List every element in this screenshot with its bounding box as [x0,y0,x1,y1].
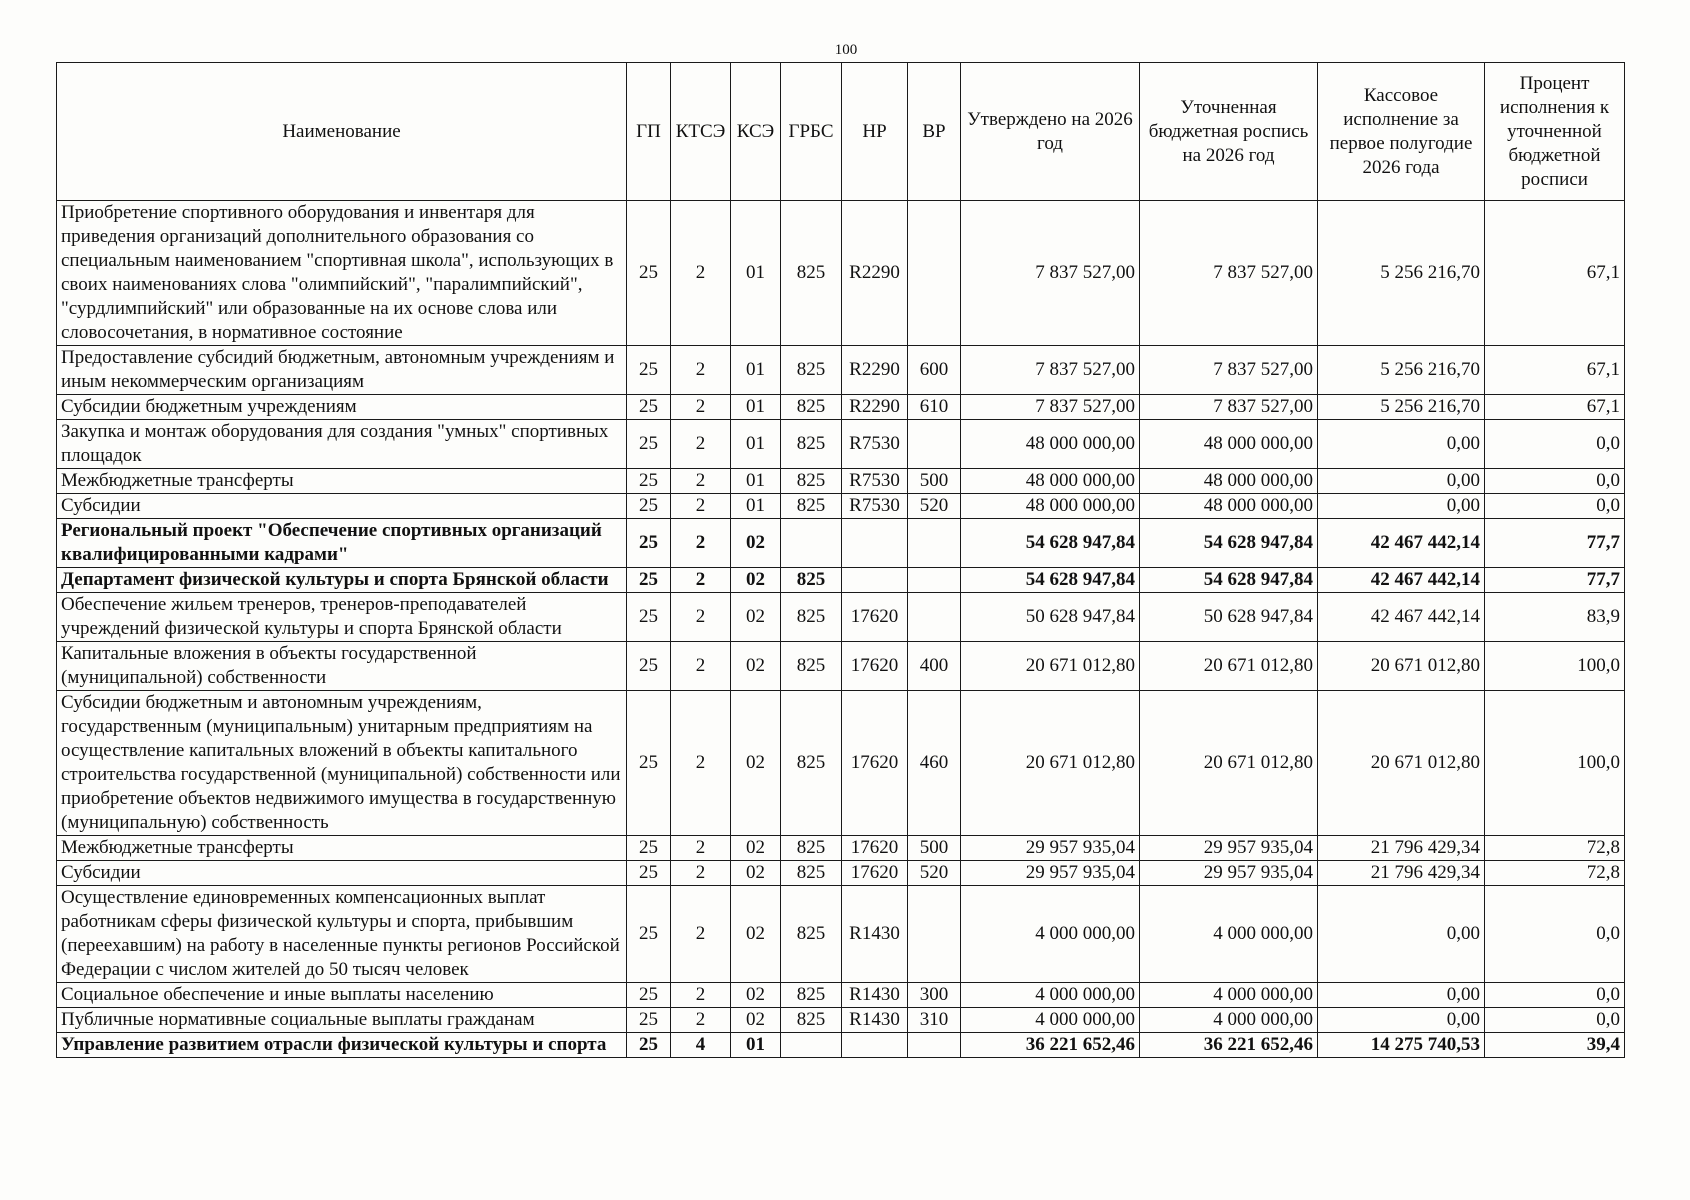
row-vr-cell: 500 [908,836,961,861]
row-refined-cell: 54 628 947,84 [1140,519,1318,568]
row-grbs-cell: 825 [781,593,842,642]
row-np-cell [842,568,908,593]
row-percent-cell: 100,0 [1485,642,1625,691]
row-kse-cell: 02 [731,691,781,836]
row-ktse-cell: 2 [671,983,731,1008]
row-cash-cell: 0,00 [1318,420,1485,469]
row-percent-cell: 83,9 [1485,593,1625,642]
row-approved-cell: 4 000 000,00 [961,1008,1140,1033]
row-ktse-cell: 2 [671,420,731,469]
row-refined-cell: 48 000 000,00 [1140,469,1318,494]
row-np-cell: R7530 [842,420,908,469]
row-grbs-cell: 825 [781,1008,842,1033]
row-cash-cell: 5 256 216,70 [1318,346,1485,395]
row-ktse-cell: 2 [671,469,731,494]
row-vr-cell: 520 [908,861,961,886]
row-cash-cell: 0,00 [1318,886,1485,983]
row-np-cell: R1430 [842,886,908,983]
row-vr-cell [908,886,961,983]
row-np-cell: 17620 [842,642,908,691]
row-cash-cell: 5 256 216,70 [1318,395,1485,420]
row-grbs-cell: 825 [781,886,842,983]
row-np-cell [842,519,908,568]
header-approved: Утверждено на 2026 год [961,63,1140,201]
table-row [57,593,1625,642]
row-ktse-cell: 2 [671,642,731,691]
table-row [57,886,1625,983]
row-grbs-cell [781,1033,842,1058]
row-name-cell: Межбюджетные трансферты [57,836,627,861]
table-row [57,983,1625,1008]
table-row [57,469,1625,494]
row-name-cell: Департамент физической культуры и спорта Брянской области [57,568,627,593]
row-name-cell: Субсидии [57,861,627,886]
row-name-cell: Социальное обеспечение и иные выплаты населению [57,983,627,1008]
row-vr-cell: 460 [908,691,961,836]
row-name-cell: Субсидии [57,494,627,519]
row-ktse-cell: 2 [671,836,731,861]
row-percent-cell: 67,1 [1485,395,1625,420]
row-vr-cell [908,420,961,469]
header-refined: Уточненная бюджетная роспись на 2026 год [1140,63,1318,201]
row-name-cell: Управление развитием отрасли физической культуры и спорта [57,1033,627,1058]
header-percent: Процент исполнения к уточненной бюджетной росписи [1485,63,1625,201]
row-kse-cell: 02 [731,983,781,1008]
row-name-cell: Закупка и монтаж оборудования для создания "умных" спортивных площадок [57,420,627,469]
row-grbs-cell: 825 [781,469,842,494]
row-gp-cell: 25 [627,346,671,395]
row-refined-cell: 7 837 527,00 [1140,346,1318,395]
row-ktse-cell: 2 [671,346,731,395]
row-grbs-cell: 825 [781,395,842,420]
row-vr-cell [908,201,961,346]
row-refined-cell: 4 000 000,00 [1140,886,1318,983]
row-gp-cell: 25 [627,1033,671,1058]
row-kse-cell: 02 [731,642,781,691]
row-vr-cell: 600 [908,346,961,395]
row-approved-cell: 4 000 000,00 [961,983,1140,1008]
row-ktse-cell: 2 [671,494,731,519]
row-refined-cell: 29 957 935,04 [1140,861,1318,886]
row-vr-cell [908,1033,961,1058]
table-row [57,836,1625,861]
row-vr-cell: 400 [908,642,961,691]
row-kse-cell: 01 [731,395,781,420]
row-vr-cell [908,568,961,593]
row-percent-cell: 0,0 [1485,1008,1625,1033]
header-kse: КСЭ [731,63,781,201]
row-np-cell: 17620 [842,861,908,886]
row-name-cell: Публичные нормативные социальные выплаты гражданам [57,1008,627,1033]
row-vr-cell: 310 [908,1008,961,1033]
row-refined-cell: 4 000 000,00 [1140,1008,1318,1033]
row-approved-cell: 20 671 012,80 [961,642,1140,691]
row-ktse-cell: 2 [671,861,731,886]
row-approved-cell: 54 628 947,84 [961,568,1140,593]
row-percent-cell: 100,0 [1485,691,1625,836]
row-kse-cell: 02 [731,519,781,568]
row-approved-cell: 7 837 527,00 [961,395,1140,420]
row-cash-cell: 42 467 442,14 [1318,593,1485,642]
row-name-cell: Приобретение спортивного оборудования и инвентаря для приведения организаций дополнительного образования со специальным наименованием "спортивная школа", использующих в своих наименованиях слова "олимпийский", "паралимпийский", "сурдлимпийский" или образованные на их основе слова или словосочетания, в нормативное состояние [57,201,627,346]
row-kse-cell: 01 [731,1033,781,1058]
header-cash: Кассовое исполнение за первое полугодие 2026 года [1318,63,1485,201]
row-name-cell: Региональный проект "Обеспечение спортивных организаций квалифицированными кадрами" [57,519,627,568]
row-percent-cell: 0,0 [1485,983,1625,1008]
header-row [57,63,1625,201]
row-cash-cell: 0,00 [1318,469,1485,494]
row-np-cell: R2290 [842,395,908,420]
row-cash-cell: 0,00 [1318,1008,1485,1033]
row-refined-cell: 36 221 652,46 [1140,1033,1318,1058]
row-cash-cell: 5 256 216,70 [1318,201,1485,346]
row-gp-cell: 25 [627,469,671,494]
table-row [57,1033,1625,1058]
row-vr-cell: 300 [908,983,961,1008]
row-vr-cell: 610 [908,395,961,420]
row-vr-cell [908,519,961,568]
row-np-cell: R7530 [842,469,908,494]
header-ktse: КТСЭ [671,63,731,201]
row-percent-cell: 0,0 [1485,469,1625,494]
row-name-cell: Субсидии бюджетным и автономным учреждениям, государственным (муниципальным) унитарным предприятиям на осуществление капитальных вложений в объекты капитального строительства государственной (муниципальной) собственности или приобретение объектов недвижимого имущества в государственную (муниципальную) собственность [57,691,627,836]
row-gp-cell: 25 [627,691,671,836]
row-approved-cell: 29 957 935,04 [961,861,1140,886]
header-gp: ГП [627,63,671,201]
row-vr-cell [908,593,961,642]
row-np-cell: 17620 [842,836,908,861]
header-name: Наименование [57,63,627,201]
row-np-cell: R1430 [842,1008,908,1033]
row-kse-cell: 02 [731,1008,781,1033]
row-approved-cell: 7 837 527,00 [961,201,1140,346]
row-percent-cell: 77,7 [1485,519,1625,568]
row-kse-cell: 02 [731,886,781,983]
row-ktse-cell: 2 [671,395,731,420]
row-percent-cell: 0,0 [1485,494,1625,519]
table-row [57,494,1625,519]
row-np-cell: R2290 [842,201,908,346]
row-kse-cell: 02 [731,861,781,886]
row-gp-cell: 25 [627,1008,671,1033]
row-ktse-cell: 2 [671,593,731,642]
row-grbs-cell: 825 [781,568,842,593]
row-kse-cell: 02 [731,836,781,861]
row-cash-cell: 42 467 442,14 [1318,519,1485,568]
row-approved-cell: 50 628 947,84 [961,593,1140,642]
row-approved-cell: 54 628 947,84 [961,519,1140,568]
row-np-cell: R2290 [842,346,908,395]
row-grbs-cell: 825 [781,494,842,519]
row-ktse-cell: 2 [671,1008,731,1033]
header-grbs: ГРБС [781,63,842,201]
row-grbs-cell: 825 [781,983,842,1008]
row-name-cell: Капитальные вложения в объекты государственной (муниципальной) собственности [57,642,627,691]
row-vr-cell: 500 [908,469,961,494]
page-number: 100 [834,42,858,58]
row-gp-cell: 25 [627,395,671,420]
table-row [57,420,1625,469]
row-cash-cell: 0,00 [1318,983,1485,1008]
row-ktse-cell: 2 [671,201,731,346]
row-gp-cell: 25 [627,494,671,519]
row-gp-cell: 25 [627,886,671,983]
row-approved-cell: 4 000 000,00 [961,886,1140,983]
row-kse-cell: 02 [731,593,781,642]
row-name-cell: Межбюджетные трансферты [57,469,627,494]
table-row [57,642,1625,691]
row-percent-cell: 67,1 [1485,201,1625,346]
row-name-cell: Осуществление единовременных компенсационных выплат работникам сферы физической культуры и спорта, прибывшим (переехавшим) на работу в населенные пункты регионов Российской Федерации с числом жителей до 50 тысяч человек [57,886,627,983]
row-refined-cell: 20 671 012,80 [1140,642,1318,691]
table-row [57,568,1625,593]
row-grbs-cell: 825 [781,201,842,346]
row-gp-cell: 25 [627,519,671,568]
row-kse-cell: 01 [731,494,781,519]
row-np-cell: R7530 [842,494,908,519]
row-gp-cell: 25 [627,861,671,886]
row-approved-cell: 48 000 000,00 [961,494,1140,519]
row-cash-cell: 42 467 442,14 [1318,568,1485,593]
row-name-cell: Обеспечение жильем тренеров, тренеров-преподавателей учреждений физической культуры и спорта Брянской области [57,593,627,642]
row-ktse-cell: 2 [671,691,731,836]
header-np: НР [842,63,908,201]
row-gp-cell: 25 [627,420,671,469]
row-refined-cell: 54 628 947,84 [1140,568,1318,593]
table-row [57,201,1625,346]
row-refined-cell: 48 000 000,00 [1140,494,1318,519]
row-kse-cell: 01 [731,469,781,494]
row-kse-cell: 01 [731,346,781,395]
row-gp-cell: 25 [627,568,671,593]
row-cash-cell: 20 671 012,80 [1318,642,1485,691]
row-cash-cell: 14 275 740,53 [1318,1033,1485,1058]
row-cash-cell: 20 671 012,80 [1318,691,1485,836]
row-kse-cell: 01 [731,201,781,346]
row-grbs-cell: 825 [781,420,842,469]
row-percent-cell: 77,7 [1485,568,1625,593]
row-ktse-cell: 2 [671,519,731,568]
row-gp-cell: 25 [627,642,671,691]
row-vr-cell: 520 [908,494,961,519]
row-np-cell: 17620 [842,691,908,836]
row-grbs-cell: 825 [781,642,842,691]
row-refined-cell: 20 671 012,80 [1140,691,1318,836]
row-refined-cell: 7 837 527,00 [1140,201,1318,346]
row-refined-cell: 7 837 527,00 [1140,395,1318,420]
row-approved-cell: 36 221 652,46 [961,1033,1140,1058]
row-approved-cell: 29 957 935,04 [961,836,1140,861]
table-row [57,519,1625,568]
table-body [57,201,1625,1058]
row-gp-cell: 25 [627,836,671,861]
budget-table [56,62,1625,1058]
row-grbs-cell [781,519,842,568]
row-grbs-cell: 825 [781,346,842,395]
row-refined-cell: 48 000 000,00 [1140,420,1318,469]
row-kse-cell: 01 [731,420,781,469]
row-percent-cell: 72,8 [1485,836,1625,861]
row-refined-cell: 29 957 935,04 [1140,836,1318,861]
table-row [57,691,1625,836]
row-gp-cell: 25 [627,201,671,346]
row-percent-cell: 0,0 [1485,420,1625,469]
row-approved-cell: 20 671 012,80 [961,691,1140,836]
row-percent-cell: 0,0 [1485,886,1625,983]
row-cash-cell: 0,00 [1318,494,1485,519]
row-refined-cell: 4 000 000,00 [1140,983,1318,1008]
row-name-cell: Предоставление субсидий бюджетным, автономным учреждениям и иным некоммерческим организациям [57,346,627,395]
row-percent-cell: 72,8 [1485,861,1625,886]
row-np-cell: R1430 [842,983,908,1008]
row-kse-cell: 02 [731,568,781,593]
row-name-cell: Субсидии бюджетным учреждениям [57,395,627,420]
table-row [57,861,1625,886]
table-row [57,346,1625,395]
row-percent-cell: 67,1 [1485,346,1625,395]
row-ktse-cell: 2 [671,568,731,593]
row-gp-cell: 25 [627,983,671,1008]
row-approved-cell: 7 837 527,00 [961,346,1140,395]
table-row [57,1008,1625,1033]
row-cash-cell: 21 796 429,34 [1318,861,1485,886]
row-grbs-cell: 825 [781,836,842,861]
row-approved-cell: 48 000 000,00 [961,420,1140,469]
row-np-cell: 17620 [842,593,908,642]
row-np-cell [842,1033,908,1058]
row-ktse-cell: 4 [671,1033,731,1058]
row-percent-cell: 39,4 [1485,1033,1625,1058]
row-cash-cell: 21 796 429,34 [1318,836,1485,861]
row-grbs-cell: 825 [781,691,842,836]
row-refined-cell: 50 628 947,84 [1140,593,1318,642]
table-row [57,395,1625,420]
row-gp-cell: 25 [627,593,671,642]
row-grbs-cell: 825 [781,861,842,886]
row-ktse-cell: 2 [671,886,731,983]
header-vr: ВР [908,63,961,201]
row-approved-cell: 48 000 000,00 [961,469,1140,494]
